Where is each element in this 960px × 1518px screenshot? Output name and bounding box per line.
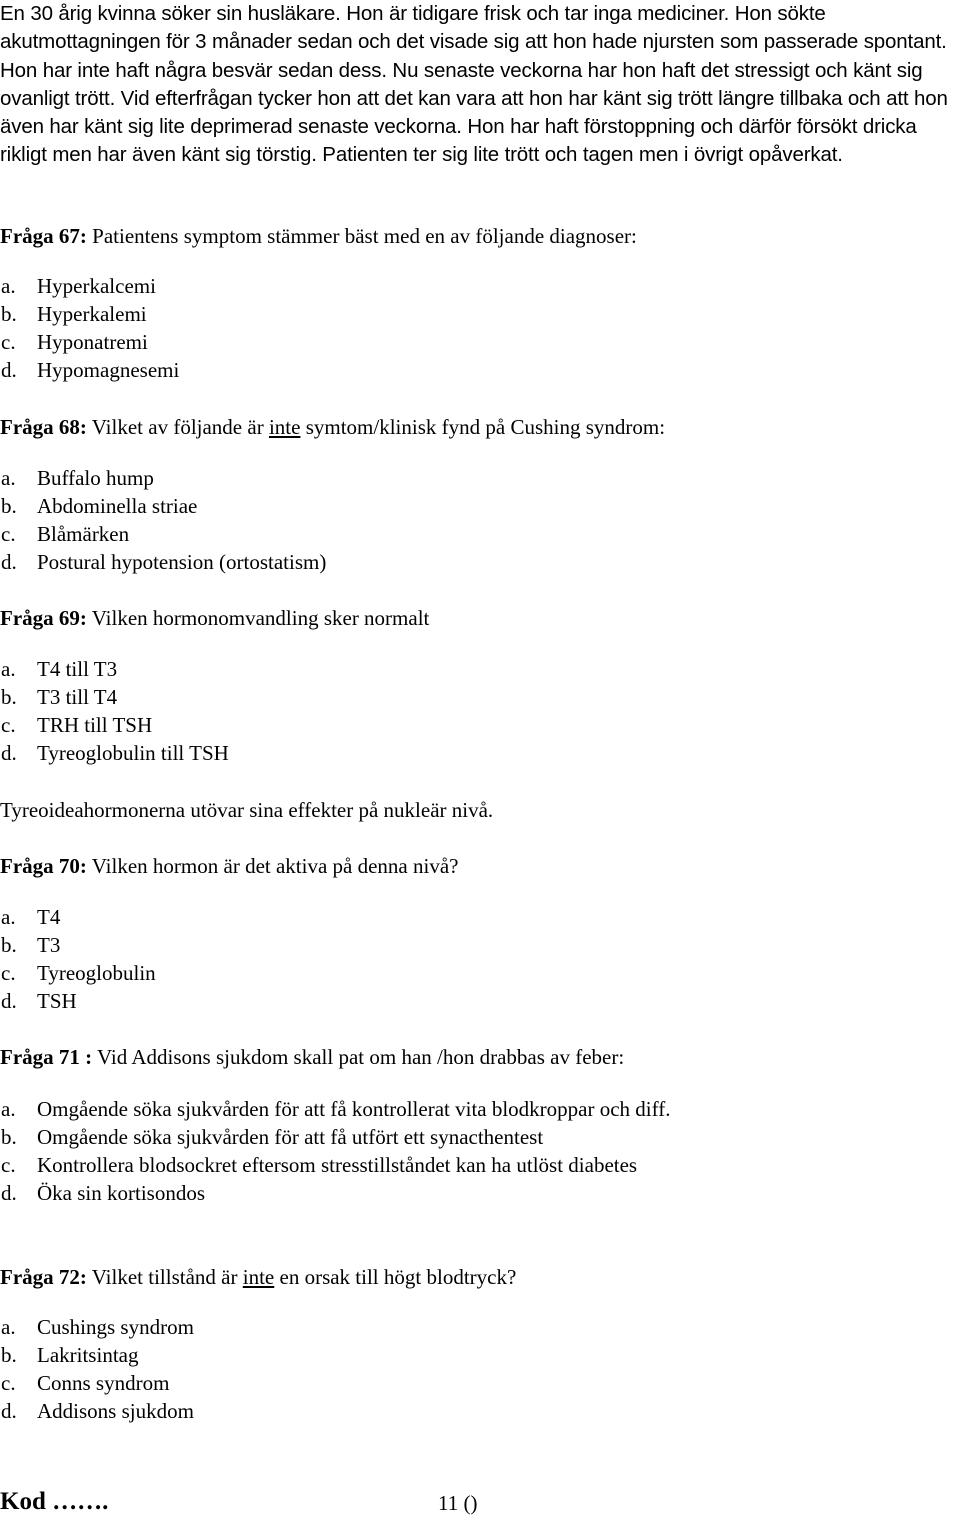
statement-text: Tyreoideahormonerna utövar sina effekter på nukleär nivå.	[0, 798, 494, 822]
option-72-d: d. Addisons sjukdom	[1, 1399, 194, 1423]
option-72-b: b. Lakritsintag	[1, 1343, 139, 1367]
question-71-options	[0, 1095, 671, 1207]
question-67-options	[0, 272, 179, 384]
option-71-c: c. Kontrollera blodsockret eftersom stresstillståndet kan ha utlöst diabetes	[1, 1153, 638, 1177]
question-71-text: Vid Addisons sjukdom skall pat om han /hon drabbas av feber:	[92, 1045, 625, 1069]
question-72-emphasis: inte	[242, 1265, 275, 1289]
option-71-d: d. Öka sin kortisondos	[1, 1181, 205, 1205]
option-70-c: c. Tyreoglobulin	[1, 961, 156, 985]
option-69-c: c. TRH till TSH	[1, 713, 153, 737]
option-69-d: d. Tyreoglobulin till TSH	[1, 741, 229, 765]
option-68-a: a. Buffalo hump	[1, 466, 154, 490]
option-68-b: b. Abdominella striae	[1, 494, 198, 518]
option-68-d: d. Postural hypotension (ortostatism)	[1, 550, 327, 574]
question-71	[0, 1043, 624, 1071]
question-68-label: Fråga 68:	[0, 415, 87, 439]
option-71-b: b. Omgående söka sjukvården för att få utfört ett synacthentest	[1, 1125, 544, 1149]
question-70	[0, 852, 458, 880]
question-67-text: Patientens symptom stämmer bäst med en av följande diagnoser:	[86, 224, 637, 248]
option-68-c: c. Blåmärken	[1, 522, 130, 546]
question-67	[0, 222, 637, 250]
footer-code: Kod …….	[0, 1488, 109, 1515]
option-67-c: c. Hyponatremi	[1, 330, 148, 354]
option-70-a: a. T4	[1, 905, 61, 929]
question-68-emphasis: inte	[268, 415, 301, 439]
question-69-options	[0, 655, 229, 767]
option-67-b: b. Hyperkalemi	[1, 302, 147, 326]
option-70-b: b. T3	[1, 933, 61, 957]
question-68-options	[0, 464, 326, 576]
option-67-a: a. Hyperkalcemi	[1, 274, 156, 298]
option-67-d: d. Hypomagnesemi	[1, 358, 180, 382]
question-68: Fråga 68: Vilket av följande är inte symtom/klinisk fynd på Cushing syndrom:	[0, 415, 666, 439]
question-72-label: Fråga 72:	[0, 1265, 87, 1289]
page-number: 11 ()	[438, 1491, 478, 1515]
option-72-c: c. Conns syndrom	[1, 1371, 170, 1395]
option-72-a: a. Cushings syndrom	[1, 1315, 194, 1339]
option-69-b: b. T3 till T4	[1, 685, 118, 709]
question-69-text: Vilken hormonomvandling sker normalt	[86, 606, 430, 630]
question-72: Fråga 72: Vilket tillstånd är inte en orsak till högt blodtryck?	[0, 1265, 517, 1289]
question-70-label: Fråga 70:	[0, 854, 87, 878]
question-72-options	[0, 1313, 194, 1425]
option-71-a: a. Omgående söka sjukvården för att få kontrollerat vita blodkroppar och diff.	[1, 1097, 671, 1121]
case-description: En 30 årig kvinna söker sin husläkare. Hon är tidigare frisk och tar inga mediciner. Hon sökte akutmottagningen för 3 månader sedan och det visade sig att hon hade njursten som passerade spontant. Hon har inte haft några besvär sedan dess. Nu senaste veckorna har hon haft det stressigt och känt sig ovanligt trött. Vid efterfrågan tycker hon att det kan vara att hon har känt sig trött längre tillbaka och att hon även har känt sig lite deprimerad senaste veckorna. Hon har haft förstoppning och därför försökt dricka rikligt men har även känt sig törstig. Patienten ter sig lite trött och tagen men i övrigt opåverkat.	[0, 2, 948, 167]
option-70-d: d. TSH	[1, 989, 77, 1013]
option-69-a: a. T4 till T3	[1, 657, 118, 681]
question-69-label: Fråga 69:	[0, 606, 87, 630]
question-70-text: Vilken hormon är det aktiva på denna nivå?	[86, 854, 459, 878]
question-69	[0, 604, 429, 632]
question-67-label: Fråga 67:	[0, 224, 87, 248]
question-70-options	[0, 903, 156, 1015]
question-71-label: Fråga 71 :	[0, 1045, 93, 1069]
